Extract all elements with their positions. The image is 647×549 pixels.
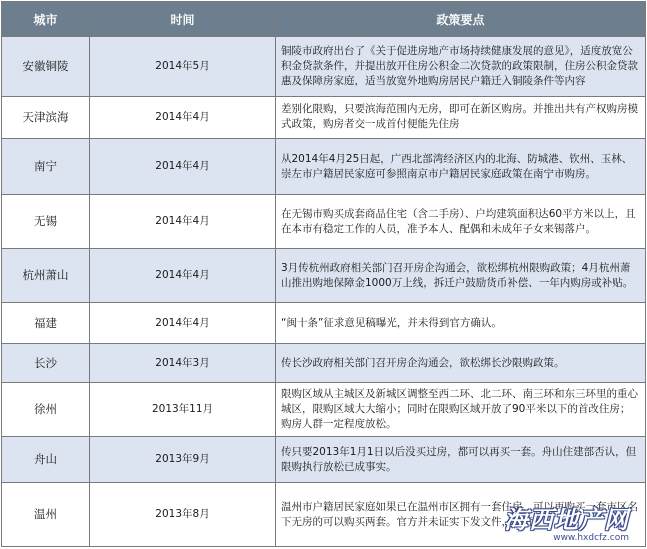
header-time: 时间 [90, 2, 276, 37]
time-cell: 2013年11月 [90, 383, 276, 436]
city-cell: 舟山 [2, 436, 90, 482]
table-row [2, 37, 646, 97]
city-cell: 南宁 [2, 138, 90, 195]
time-cell: 2014年4月 [90, 303, 276, 344]
watermark-url: www.hxdcfz.com [553, 533, 629, 543]
policy-cell: 从2014年4月25日起，广西北部湾经济区内的北海、防城港、钦州、玉林、崇左市户籍居民家庭可参照南京市户籍居民家庭政策在南宁市购房。 [276, 138, 646, 195]
time-cell: 2013年9月 [90, 436, 276, 482]
policy-cell: 传长沙政府相关部门召开房企沟通会，欲松绑长沙限购政策。 [276, 344, 646, 383]
policy-cell: 限购区域从主城区及新城区调整至西二环、北二环、南三环和东三环里的重心城区，限购区域大大缩小；同时在限购区域开放了90平米以下的首改住房；购房人群一定程度放松。 [276, 383, 646, 436]
policy-table [1, 1, 646, 547]
city-cell: 徐州 [2, 383, 90, 436]
policy-cell: 传只要2013年1月1日以后没买过房，都可以再买一套。舟山住建部否认，但限购执行放松已成事实。 [276, 436, 646, 482]
policy-cell: 差别化限购，只要滨海范围内无房，即可在新区购房。并推出共有产权购房模式政策，购房者交一成首付便能先住房 [276, 96, 646, 138]
watermark [504, 500, 629, 543]
header-city: 城市 [2, 2, 90, 37]
time-cell: 2014年4月 [90, 96, 276, 138]
city-cell: 杭州萧山 [2, 248, 90, 302]
table-row [2, 248, 646, 302]
table-row [2, 303, 646, 344]
time-cell: 2014年5月 [90, 37, 276, 97]
city-cell: 温州 [2, 483, 90, 547]
city-cell: 天津滨海 [2, 96, 90, 138]
policy-cell: 铜陵市政府出台了《关于促进房地产市场持续健康发展的意见》，适度放宽公积金贷款条件，并提出放开住房公积金二次贷款的政策限制，住房公积金贷款惠及保障房家庭，适当放宽外地购房居民户籍迁入铜陵条件等内容 [276, 37, 646, 97]
time-cell: 2013年8月 [90, 483, 276, 547]
time-cell: 2014年4月 [90, 248, 276, 302]
table-row [2, 138, 646, 195]
watermark-logo: 海西地产网 [504, 506, 629, 534]
table-row [2, 195, 646, 248]
policy-cell: 3月传杭州政府相关部门召开房企沟通会，欲松绑杭州限购政策；4月杭州萧山推出购地保障金1000万上线，拆迁户鼓励货币补偿、一年内购房或补贴。 [276, 248, 646, 302]
city-cell: 安徽铜陵 [2, 37, 90, 97]
table-row [2, 96, 646, 138]
city-cell: 长沙 [2, 344, 90, 383]
policy-cell: 温州市户籍居民家庭如果已在温州市区拥有一套住房，可以再购买一套市区名下无房的可以购买两套。官方并未证实下发文件，执行。 [276, 483, 646, 547]
time-cell: 2014年4月 [90, 195, 276, 248]
table-row [2, 344, 646, 383]
table-row [2, 383, 646, 436]
table-row [2, 436, 646, 482]
table-header-row [2, 2, 646, 37]
header-policy: 政策要点 [276, 2, 646, 37]
city-cell: 无锡 [2, 195, 90, 248]
policy-cell: “闽十条”征求意见稿曝光，并未得到官方确认。 [276, 303, 646, 344]
time-cell: 2014年4月 [90, 138, 276, 195]
time-cell: 2014年3月 [90, 344, 276, 383]
policy-cell: 在无锡市购买成套商品住宅（含二手房）、户均建筑面积达60平方米以上，且在本市有稳定工作的人员，准予本人、配偶和未成年子女来锡落户。 [276, 195, 646, 248]
city-cell: 福建 [2, 303, 90, 344]
